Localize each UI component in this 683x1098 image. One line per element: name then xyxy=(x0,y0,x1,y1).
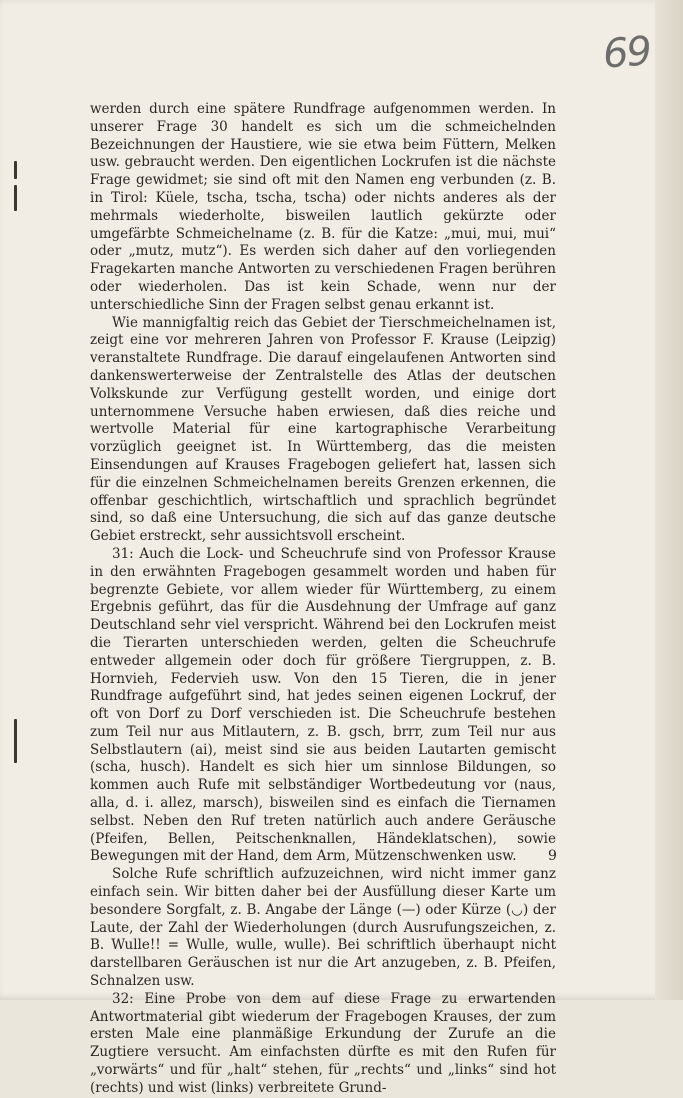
page-edge-shadow xyxy=(655,0,683,1000)
paragraph-3: 31: Auch die Lock- und Scheuchrufe sind von Professor Krause in den erwähnten Fragebogen gesammelt worden und haben für begrenzte Gebiete, vor allem wieder für Württemberg, zu einem Ergebnis geführt, das für die Ausdehnung der Umfrage auf ganz Deutschland sehr viel verspricht. Während bei den Lockrufen meist die Tierarten unterschieden werden, gelten die Scheuchrufe entweder allgemein oder doch für größere Tiergruppen, z. B. Hornvieh, Federvieh usw. Von den 15 Tieren, die in jener Rundfrage aufgeführt sind, hat jedes seinen eigenen Lockruf, der oft von Dorf zu Dorf verschieden ist. Die Scheuchrufe bestehen zum Teil nur aus Mitlautern, z. B. gsch, brrr, zum Teil nur aus Selbstlautern (ai), meist sind sie aus beiden Lautarten gemischt (scha, husch). Handelt es sich hier um sinnlose Bildungen, so kommen auch Rufe mit selbständiger Wortbedeutung vor (naus, alla, d. i. allez, marsch), bisweilen sind es einfach die Tiernamen selbst. Neben den Ruf treten natürlich auch andere Geräusche (Pfeifen, Bellen, Peitschenknallen, Händeklatschen), sowie Bewegungen mit der Hand, dem Arm, Mützenschwenken usw. xyxy=(90,545,556,865)
handwritten-page-number: 69 xyxy=(601,28,652,78)
margin-mark-2 xyxy=(14,185,17,211)
paragraph-1: werden durch eine spätere Rundfrage aufgenommen werden. In unserer Frage 30 handelt es sich um die schmeichelnden Bezeichnungen der Haustiere, wie sie etwa beim Füttern, Melken usw. gebraucht werden. Den eigentlichen Lockrufen ist die nächste Frage gewidmet; sie sind oft mit den Namen eng verbunden (z. B. in Tirol: Küele, tscha, tscha, tscha) oder nichts anderes als der mehrmals wiederholte, bisweilen lautlich gekürzte oder umgefärbte Schmeichelname (z. B. für die Katze: „mui, mui, mui“ oder „mutz, mutz“). Es werden sich daher auf den vorliegenden Fragekarten manche Antworten zu verschiedenen Fragen berühren oder wiederholen. Das ist kein Schade, wenn nur der unterschiedliche Sinn der Fragen selbst genau erkannt ist. xyxy=(90,101,556,313)
margin-mark-1 xyxy=(14,161,17,179)
page-number: 9 xyxy=(548,848,557,864)
paragraph-4: Solche Rufe schriftlich aufzuzeichnen, wird nicht immer ganz einfach sein. Wir bitten daher bei der Ausfüllung dieser Karte um besondere Sorgfalt, z. B. Angabe der Länge (—) oder Kürze (◡) der Laute, der Zahl der Wiederholungen (durch Ausrufungszeichen, z. B. Wulle!! = Wulle, wulle, wulle). Bei schriftlich überhaupt nicht darstellbaren Geräuschen ist nur die Art anzugeben, z. B. Pfeifen, Schnalzen usw. xyxy=(90,866,556,990)
paragraph-5: 32: Eine Probe von dem auf diese Frage zu erwartenden Antwortmaterial gibt wiederum der Fragebogen Krauses, der zum ersten Male eine planmäßige Erkundung der Zurufe an die Zugtiere versucht. Am einfachsten dürfte es mit den Rufen für „vorwärts“ und für „halt“ stehen, für „rechts“ und „links“ sind hot (rechts) und wist (links) verbreitete Grund- xyxy=(90,990,556,1096)
paragraph-2: Wie mannigfaltig reich das Gebiet der Tierschmeichelnamen ist, zeigt eine vor mehreren Jahren von Professor F. Krause (Leipzig) veranstaltete Rundfrage. Die darauf eingelaufenen Antworten sind dankenswerterweise der Zentralstelle des Atlas der deutschen Volkskunde zur Verfügung gestellt worden, und einige dort unternommene Versuche haben erwiesen, daß dies reiche und wertvolle Material für eine kartographische Verarbeitung vorzüglich geeignet ist. In Württemberg, das die meisten Einsendungen auf Krauses Fragebogen geliefert hat, lassen sich für die einzelnen Schmeichelnamen bereits Grenzen erkennen, die offenbar geschichtlich, wirtschaftlich und sprachlich begründet sind, so daß eine Untersuchung, die sich auf das ganze deutsche Gebiet erstreckt, sehr aussichtsvoll erscheint. xyxy=(90,314,556,545)
body-text xyxy=(90,101,556,1098)
margin-mark-3 xyxy=(14,719,17,763)
